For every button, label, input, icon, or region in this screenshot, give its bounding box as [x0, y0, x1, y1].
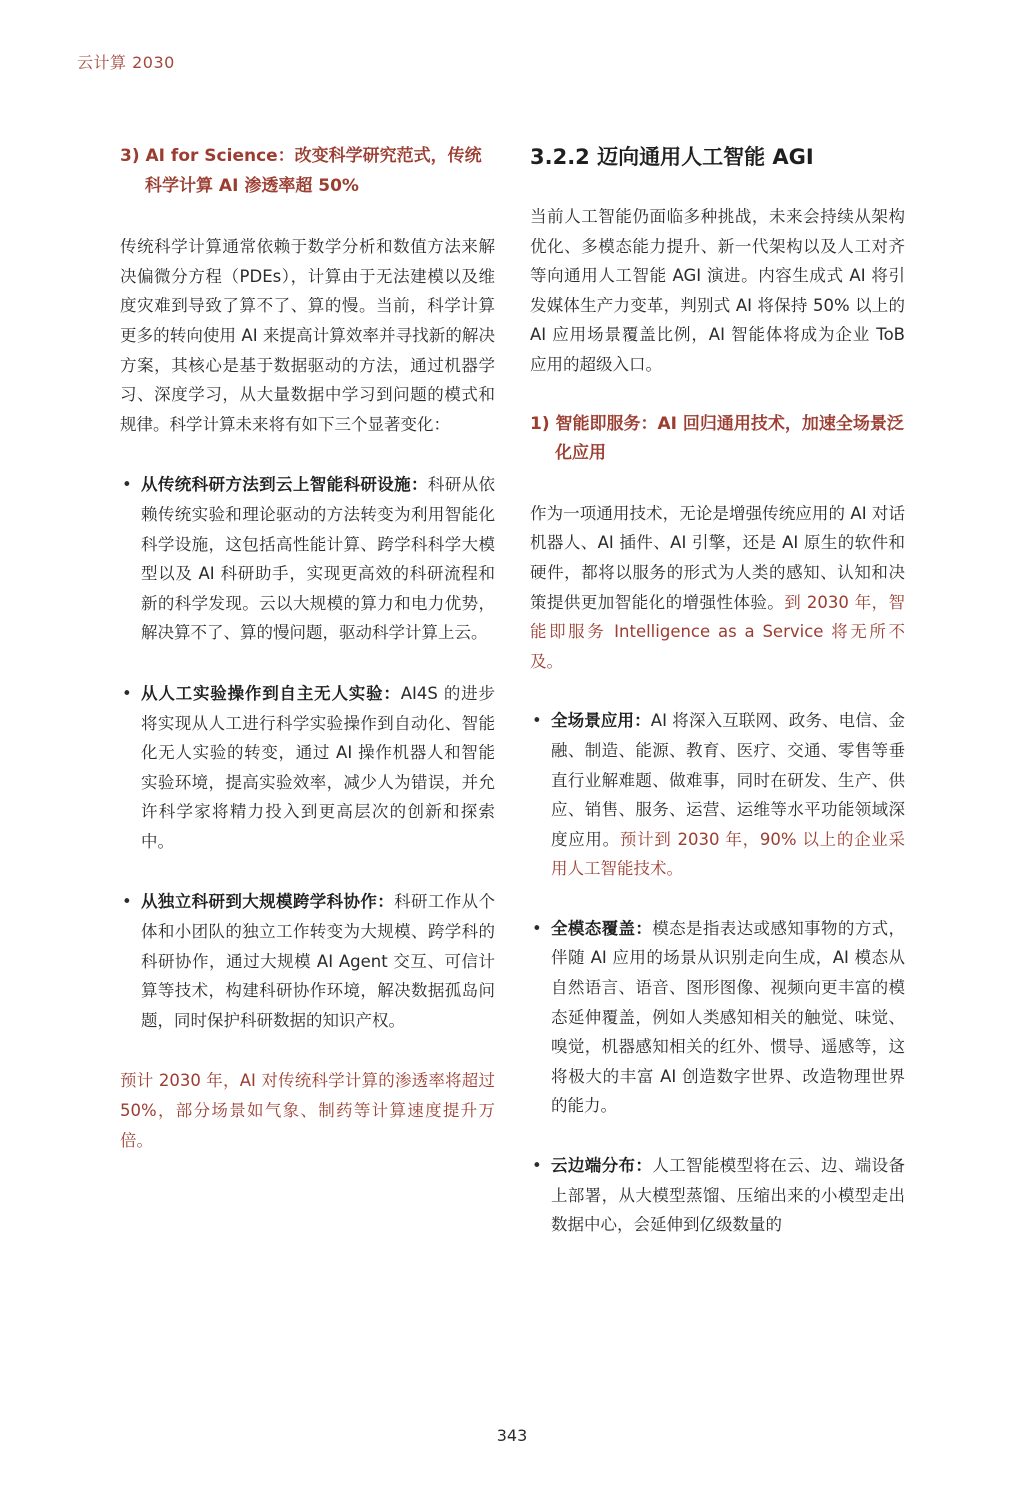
- left-intro-paragraph: 传统科学计算通常依赖于数学分析和数值方法来解决偏微分方程（PDEs），计算由于无法建模以及维度灾难到导致了算不了、算的慢。当前，科学计算更多的转向使用 AI 来提高计算效率并寻找新的解决方案，其核心是基于数据驱动的方法，通过机器学习、深度学习，从大量数据中学习到问题的模式和规律。科学计算未来将有如下三个显著变化：: [120, 237, 495, 434]
- bullet-lead: 从人工实验操作到自主无人实验：: [141, 683, 401, 703]
- right-subheading: 1) 智能即服务：AI 回归通用技术，加速全场景泛化应用: [530, 413, 904, 464]
- left-column: [120, 142, 495, 1155]
- bullet-lead: 云边端分布：: [551, 1156, 653, 1176]
- running-header: 云计算 2030: [77, 53, 175, 72]
- list-item: [530, 1151, 905, 1240]
- list-item: [120, 679, 495, 857]
- list-item: [530, 914, 905, 1121]
- service-text: 作为一项通用技术，无论是增强传统应用的 AI 对话机器人、AI 插件、AI 引擎，还是 AI 原生的软件和硬件，都将以服务的形式为人类的感知、认知和决策提供更加智能化的增强性体验。: [530, 503, 905, 612]
- list-item: [530, 706, 905, 884]
- bullet-icon: •: [532, 918, 542, 938]
- bullet-text: 科研工作从个体和小团队的独立工作转变为大规模、跨学科的科研协作，通过大规模 AI Agent 交互、可信计算等技术，构建科研协作环境，解决数据孤岛问题，同时保护科研数据的知识产权。: [141, 892, 495, 1030]
- right-column: [530, 142, 905, 1240]
- list-item: [120, 887, 495, 1035]
- bullet-lead: 从独立科研到大规模跨学科协作：: [141, 892, 395, 912]
- left-conclusion: 预计 2030 年，AI 对传统科学计算的渗透率将超过 50%，部分场景如气象、制药等计算速度提升万倍。: [120, 1071, 495, 1150]
- bullet-text: AI4S 的进步将实现从人工进行科学实验操作到自动化、智能化无人实验的转变，通过 AI 操作机器人和智能实验环境，提高实验效率，减少人为错误，并允许科学家将精力投入到更高层次的创新和探索中。: [141, 683, 495, 851]
- bullet-icon: •: [122, 475, 132, 495]
- bullet-text: AI 将深入互联网、政务、电信、金融、制造、能源、教育、医疗、交通、零售等垂直行业解难题、做难事，同时在研发、生产、供应、销售、服务、运营、运维等水平功能领域深度应用。: [551, 711, 905, 849]
- bullet-lead: 从传统科研方法到云上智能科研设施：: [141, 475, 428, 495]
- bullet-icon: •: [532, 1156, 542, 1176]
- bullet-highlight: 预计到 2030 年，90% 以上的企业采用人工智能技术。: [551, 829, 906, 879]
- bullet-text: 模态是指表达或感知事物的方式，伴随 AI 应用的场景从识别走向生成，AI 模态从自然语言、语音、图形图像、视频向更丰富的模态延伸覆盖，例如人类感知相关的触觉、味觉、嗅觉，机器感知相关的红外、惯导、遥感等，这将极大的丰富 AI 创造数字世界、改造物理世界的能力。: [551, 918, 905, 1116]
- bullet-icon: •: [532, 711, 542, 731]
- bullet-icon: •: [122, 683, 132, 703]
- bullet-lead: 全模态覆盖：: [551, 918, 653, 938]
- bullet-lead: 全场景应用：: [551, 711, 651, 731]
- service-highlight: 到 2030 年，智能即服务 Intelligence as a Service 将无所不及。: [530, 592, 906, 671]
- bullet-text: 科研从依赖传统实验和理论驱动的方法转变为利用智能化科学设施，这包括高性能计算、跨学科科学大模型以及 AI 科研助手，实现更高效的科研流程和新的科学发现。云以大规模的算力和电力优势，解决算不了、算的慢问题，驱动科学计算上云。: [141, 475, 495, 643]
- service-paragraph: [530, 499, 905, 677]
- bullet-icon: •: [122, 892, 132, 912]
- page-number: 343: [496, 1426, 528, 1445]
- left-subheading: 3) AI for Science：改变科学研究范式，传统科学计算 AI 渗透率超 50%: [120, 146, 482, 196]
- bullet-text: 人工智能模型将在云、边、端设备上部署，从大模型蒸馏、压缩出来的小模型走出数据中心，会延伸到亿级数量的: [551, 1156, 905, 1235]
- right-intro-paragraph: 当前人工智能仍面临多种挑战，未来会持续从架构优化、多模态能力提升、新一代架构以及人工对齐等向通用人工智能 AGI 演进。内容生成式 AI 将引发媒体生产力变革，判别式 AI 将保持 50% 以上的 AI 应用场景覆盖比例，AI 智能体将成为企业 ToB 应用的超级入口。: [530, 207, 905, 374]
- list-item: [120, 470, 495, 648]
- section-title: 3.2.2 迈向通用人工智能 AGI: [530, 145, 814, 169]
